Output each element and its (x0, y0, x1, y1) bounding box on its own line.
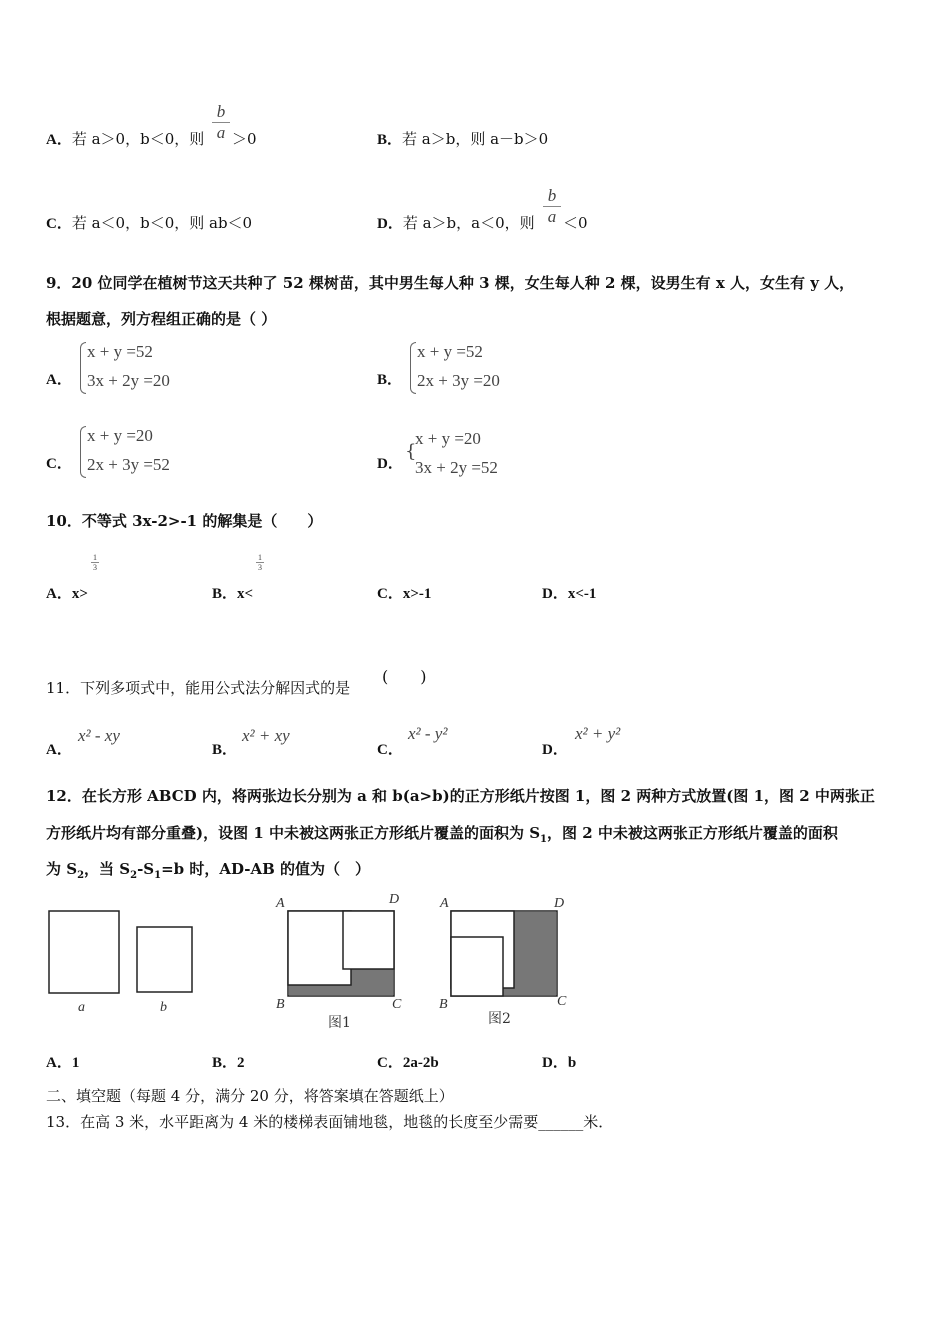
q8-option-d (377, 212, 535, 233)
q10-option-c (377, 582, 431, 603)
square-b (137, 927, 192, 992)
option-label: B． (212, 1055, 238, 1071)
section2-heading: 二、填空题（每题 4 分，满分 20 分，将答案填在答题纸上） (46, 1087, 454, 1105)
option-label: D． (377, 216, 403, 232)
option-text: 2a-2b (402, 1055, 439, 1071)
square-a (49, 911, 119, 993)
subscript: 1 (154, 870, 162, 881)
equation-1: x + y =20 (87, 426, 153, 445)
q9-stem-line1: 9．20 位同学在植树节这天共种了 52 棵树苗，其中男生每人种 3 棵，女生每人种 2 棵，设男生有 x 人，女生有 y 人， (46, 274, 855, 292)
option-text: 若 a＜0，b＜0，则 ab＜0 (71, 214, 253, 232)
equation-1: x + y =20 (415, 429, 481, 448)
square-b-label: b (160, 1000, 167, 1015)
text-segment: 米． (583, 1113, 614, 1131)
fig1-square-b (343, 911, 394, 969)
text-segment: 13．在高 3 米，水平距离为 4 米的楼梯表面铺地毯，地毯的长度至少需要 (46, 1113, 539, 1131)
equation-2: 2x + 3y =20 (417, 371, 500, 390)
equation-1: x + y =52 (87, 342, 153, 361)
q9-stem-line2: 根据题意，列方程组正确的是（ ） (46, 310, 277, 328)
fig2-square-b (451, 937, 503, 996)
q12-line1: 12．在长方形 ABCD 内，将两张边长分别为 a 和 b(a>b)的正方形纸片按图 1，图 2 两种方式放置(图 1，图 2 中两张正 (46, 787, 875, 805)
option-label: B． (377, 132, 403, 148)
subscript: 1 (540, 834, 548, 845)
q11-option-c-label: C． (377, 742, 403, 758)
q13-text (46, 1111, 613, 1132)
option-text: x> (71, 586, 88, 602)
q10-b-fraction (255, 553, 265, 572)
fig1-corner-c: C (392, 997, 402, 1012)
fig2-corner-b: B (439, 997, 448, 1012)
q12-option-b (212, 1051, 245, 1072)
option-label: C． (46, 216, 72, 232)
text-segment: 为 S (46, 860, 78, 878)
option-text: 若 a＞b，a＜0，则 (402, 214, 535, 232)
q11-option-a-label: A． (46, 742, 72, 758)
fraction-denominator: a (547, 207, 557, 226)
equation-2: 3x + 2y =20 (87, 371, 170, 390)
fraction-numerator: 1 (258, 553, 262, 562)
q11-option-a-expr: x² - xy (78, 726, 120, 745)
fig2-corner-a: A (440, 896, 449, 911)
option-label: B． (212, 586, 238, 602)
subscript: 2 (130, 870, 138, 881)
option-text: x< (237, 586, 254, 602)
q11-option-b-expr: x² + xy (242, 726, 290, 745)
option-text: 2 (237, 1055, 245, 1071)
q12-figure (40, 885, 580, 1035)
q9-option-c-system (87, 421, 170, 479)
q9-option-a-system (87, 337, 170, 395)
q11-option-b-label: B． (212, 742, 238, 758)
option-label: C． (377, 1055, 403, 1071)
fig1-caption: 图1 (328, 1015, 351, 1031)
subscript: 2 (77, 870, 85, 881)
option-text: x>-1 (402, 586, 432, 602)
option-label: A． (46, 586, 72, 602)
q10-option-a (46, 582, 88, 603)
q9-option-d-system (415, 424, 498, 482)
fraction-denominator: 3 (93, 563, 97, 572)
fraction-numerator: 1 (93, 553, 97, 562)
square-a-label: a (78, 1000, 85, 1015)
fraction-numerator: b (547, 186, 557, 205)
q9-option-b-label: B． (377, 372, 403, 388)
fig1-corner-b: B (276, 997, 285, 1012)
fig2-caption: 图2 (488, 1011, 511, 1027)
q10-option-b (212, 582, 253, 603)
fraction-numerator: b (216, 102, 226, 121)
option-text: b (567, 1055, 577, 1071)
q11-option-d-label: D． (542, 742, 568, 758)
q9-option-d-label: D． (377, 456, 403, 472)
text-segment: =b 时，AD-AB 的值为（ ） (161, 860, 371, 878)
q8-a-fraction (211, 102, 231, 143)
option-label: D． (542, 586, 568, 602)
option-text: x<-1 (567, 586, 597, 602)
q11-stem: 11．下列多项式中，能用公式法分解因式的是 (46, 679, 351, 697)
q8-d-tail: ＜0 (563, 214, 588, 232)
q12-line2 (46, 822, 838, 845)
fig1-shaded-right (351, 969, 393, 995)
q11-paren: ( ) (382, 667, 427, 686)
text-segment: ，当 S (84, 860, 131, 878)
q10-stem: 10．不等式 3x-2>-1 的解集是（ ） (46, 512, 323, 530)
brace-glyph: { (405, 441, 417, 462)
text-segment: -S (137, 860, 155, 878)
fig2-corner-d: D (554, 896, 565, 911)
fig2-shaded-bottom (503, 988, 556, 995)
text-segment: 方形纸片均有部分重叠)，设图 1 中未被这两张正方形纸片覆盖的面积为 S (46, 824, 541, 842)
fig1-corner-a: A (276, 896, 285, 911)
q11-option-c-expr: x² - y² (408, 724, 448, 743)
option-label: C． (377, 586, 403, 602)
fig2-shaded-strip (513, 912, 556, 995)
q12-option-c (377, 1051, 439, 1072)
fig2-corner-c: C (557, 994, 567, 1009)
fig1-square-a (288, 911, 351, 985)
option-label: D． (542, 1055, 568, 1071)
q8-d-fraction (542, 186, 562, 227)
equation-2: 3x + 2y =52 (415, 458, 498, 477)
fraction-denominator: a (216, 123, 226, 142)
option-label: A． (46, 1055, 72, 1071)
option-text: 若 a＞b，则 a－b＞0 (402, 130, 549, 148)
q10-option-d (542, 582, 596, 603)
text-segment: ，图 2 中未被这两张正方形纸片覆盖的面积 (547, 824, 838, 842)
q11-option-d-expr: x² + y² (575, 724, 621, 743)
option-text: 若 a＞0，b＜0，则 (71, 130, 205, 148)
equation-1: x + y =52 (417, 342, 483, 361)
fraction-denominator: 3 (258, 563, 262, 572)
q8-option-a (46, 128, 204, 149)
q8-a-tail: ＞0 (232, 130, 257, 148)
q12-line3 (46, 858, 370, 881)
option-label: A． (46, 132, 72, 148)
answer-blank: ______ (538, 1113, 584, 1131)
option-text: 1 (71, 1055, 80, 1071)
q12-option-a (46, 1051, 79, 1072)
equation-2: 2x + 3y =52 (87, 455, 170, 474)
fig1-corner-d: D (389, 892, 400, 907)
q10-a-fraction (90, 553, 100, 572)
q9-option-a-label: A． (46, 372, 72, 388)
q8-option-b (377, 128, 548, 149)
q12-option-d (542, 1051, 576, 1072)
q8-option-c (46, 212, 252, 233)
q9-option-c-label: C． (46, 456, 72, 472)
q9-option-b-system (417, 337, 500, 395)
